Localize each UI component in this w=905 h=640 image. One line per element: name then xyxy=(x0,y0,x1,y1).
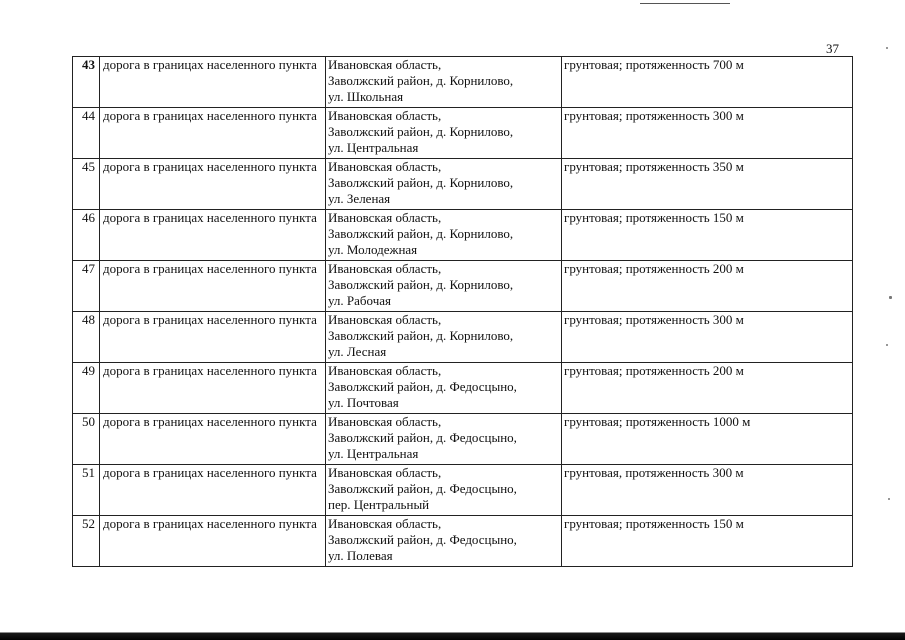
location-line: Заволжский район, д. Корнилово, xyxy=(328,328,514,343)
location-line: Ивановская область, xyxy=(328,414,442,429)
scan-edge-line xyxy=(640,3,730,4)
scan-bottom-edge xyxy=(0,628,905,640)
road-type: дорога в границах населенного пункта xyxy=(100,312,326,363)
road-type: дорога в границах населенного пункта xyxy=(100,108,326,159)
location-line: Заволжский район, д. Корнилово, xyxy=(328,226,514,241)
row-number: 52 xyxy=(73,516,100,567)
table-row xyxy=(73,312,853,363)
road-type: дорога в границах населенного пункта xyxy=(100,363,326,414)
road-description: грунтовая; протяженность 700 м xyxy=(562,57,853,108)
location-line: ул. Молодежная xyxy=(328,242,418,257)
road-location xyxy=(326,159,562,210)
table-row xyxy=(73,210,853,261)
page-number: 37 xyxy=(826,41,839,56)
row-number: 49 xyxy=(73,363,100,414)
location-line: ул. Зеленая xyxy=(328,191,391,206)
road-location xyxy=(326,516,562,567)
table-row xyxy=(73,261,853,312)
road-description: грунтовая; протяженность 150 м xyxy=(562,210,853,261)
road-description: грунтовая; протяженность 350 м xyxy=(562,159,853,210)
road-description: грунтовая, протяженность 300 м xyxy=(562,465,853,516)
table-row xyxy=(73,108,853,159)
road-description: грунтовая; протяженность 300 м xyxy=(562,108,853,159)
location-line: ул. Школьная xyxy=(328,89,404,104)
row-number: 50 xyxy=(73,414,100,465)
location-line: Ивановская область, xyxy=(328,465,442,480)
road-type: дорога в границах населенного пункта xyxy=(100,57,326,108)
road-description: грунтовая; протяженность 1000 м xyxy=(562,414,853,465)
road-type: дорога в границах населенного пункта xyxy=(100,159,326,210)
location-line: Заволжский район, д. Корнилово, xyxy=(328,73,514,88)
table-row xyxy=(73,57,853,108)
location-line: Ивановская область, xyxy=(328,363,442,378)
row-number: 43 xyxy=(73,57,100,108)
location-line: ул. Центральная xyxy=(328,140,419,155)
scan-speck xyxy=(886,344,888,346)
location-line: ул. Почтовая xyxy=(328,395,399,410)
table-row xyxy=(73,363,853,414)
location-line: ул. Полевая xyxy=(328,548,393,563)
road-description: грунтовая; протяженность 150 м xyxy=(562,516,853,567)
road-location xyxy=(326,312,562,363)
table-row xyxy=(73,516,853,567)
road-location xyxy=(326,108,562,159)
road-description: грунтовая; протяженность 300 м xyxy=(562,312,853,363)
location-line: Ивановская область, xyxy=(328,108,442,123)
location-line: Ивановская область, xyxy=(328,312,442,327)
scan-speck xyxy=(888,498,890,500)
row-number: 46 xyxy=(73,210,100,261)
roads-table xyxy=(72,56,853,567)
table-row xyxy=(73,159,853,210)
road-type: дорога в границах населенного пункта xyxy=(100,210,326,261)
scan-speck xyxy=(889,296,892,299)
location-line: Заволжский район, д. Федосцыно, xyxy=(328,379,517,394)
road-location xyxy=(326,465,562,516)
road-location xyxy=(326,261,562,312)
location-line: Ивановская область, xyxy=(328,210,442,225)
road-type: дорога в границах населенного пункта xyxy=(100,516,326,567)
location-line: Заволжский район, д. Корнилово, xyxy=(328,124,514,139)
road-location xyxy=(326,414,562,465)
row-number: 44 xyxy=(73,108,100,159)
roads-table-body xyxy=(73,57,853,567)
road-description: грунтовая; протяженность 200 м xyxy=(562,363,853,414)
location-line: Заволжский район, д. Корнилово, xyxy=(328,175,514,190)
location-line: Заволжский район, д. Корнилово, xyxy=(328,277,514,292)
location-line: Ивановская область, xyxy=(328,57,442,72)
road-type: дорога в границах населенного пункта xyxy=(100,261,326,312)
location-line: Заволжский район, д. Федосцыно, xyxy=(328,430,517,445)
location-line: Ивановская область, xyxy=(328,159,442,174)
road-location xyxy=(326,57,562,108)
row-number: 45 xyxy=(73,159,100,210)
location-line: Заволжский район, д. Федосцыно, xyxy=(328,481,517,496)
location-line: Ивановская область, xyxy=(328,261,442,276)
table-row xyxy=(73,414,853,465)
road-location xyxy=(326,210,562,261)
location-line: ул. Центральная xyxy=(328,446,419,461)
location-line: Ивановская область, xyxy=(328,516,442,531)
location-line: Заволжский район, д. Федосцыно, xyxy=(328,532,517,547)
table-row xyxy=(73,465,853,516)
row-number: 47 xyxy=(73,261,100,312)
location-line: ул. Лесная xyxy=(328,344,387,359)
location-line: ул. Рабочая xyxy=(328,293,391,308)
road-type: дорога в границах населенного пункта xyxy=(100,414,326,465)
scan-speck xyxy=(886,47,888,49)
road-type: дорога в границах населенного пункта xyxy=(100,465,326,516)
row-number: 48 xyxy=(73,312,100,363)
road-location xyxy=(326,363,562,414)
location-line: пер. Центральный xyxy=(328,497,430,512)
road-description: грунтовая; протяженность 200 м xyxy=(562,261,853,312)
row-number: 51 xyxy=(73,465,100,516)
